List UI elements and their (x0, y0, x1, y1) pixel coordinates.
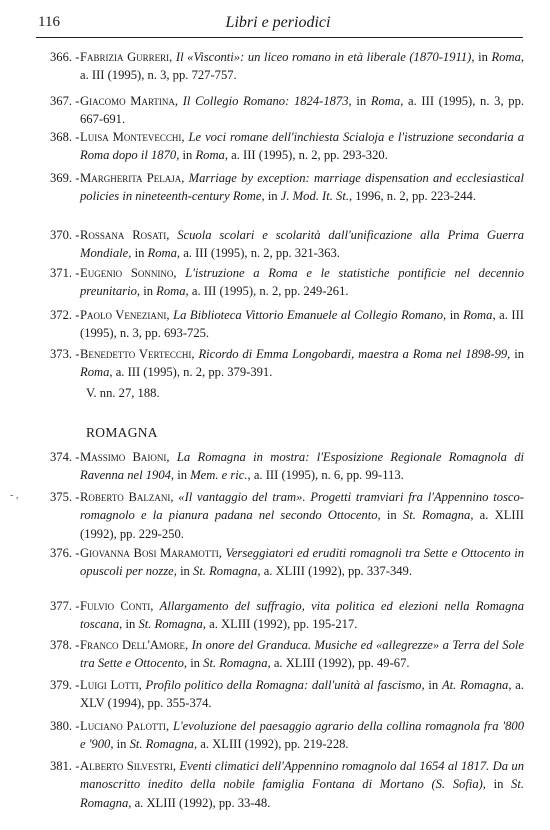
entry-journal: St. Romagna, (138, 617, 206, 632)
entry-author: Margherita Pelaja, (80, 171, 185, 185)
entry-in: in (493, 777, 504, 792)
entry-in: in (449, 308, 460, 322)
entry-text (80, 636, 524, 673)
entry-text (80, 717, 524, 754)
entry-journal: Roma, (80, 365, 113, 380)
entry-title: L'istruzione a Roma e le statistiche pontificie nel decennio preunitario, (80, 266, 524, 299)
entry-title: In onore del Granduca. Musiche ed «allegrezze» a Terra del Sole tra Sette e Ottocento, (80, 638, 524, 671)
bibliography-entry (50, 676, 524, 713)
entry-title: «Il vantaggio del tram». Progetti tramviari fra l'Appennino tosco-romagnolo e la pianura padana nel secondo Ottocento, (80, 490, 524, 523)
bibliography-entry (50, 597, 524, 634)
entry-title: Il Collegio Romano: 1824-1873, (182, 94, 352, 108)
entry-author: Giacomo Martina, (80, 94, 179, 108)
entry-number: 380. - (50, 719, 80, 733)
bibliography-entry (50, 488, 524, 543)
entry-journal: Roma, (156, 284, 189, 299)
entry-citation: a. III (1995), n. 2, pp. 249-261. (191, 284, 349, 299)
entry-author: Luisa Montevecchi, (80, 130, 185, 144)
entry-number: 367. - (50, 94, 80, 108)
entry-text (80, 448, 524, 485)
entry-title: Il «Visconti»: un liceo romano in età liberale (1870-1911), (175, 50, 475, 64)
entry-title: Marriage by exception: marriage dispensation and ecclesiastical policies in nineteenth-century Rome, (80, 171, 524, 204)
entry-in: in (514, 347, 524, 361)
entry-journal: St. Romagna, (80, 777, 524, 810)
entry-number: 369. - (50, 171, 80, 185)
cross-reference: V. nn. 27, 188. (86, 386, 160, 400)
entry-author: Luciano Palotti, (80, 719, 170, 733)
entry-text (80, 488, 524, 543)
entry-number: 373. - (50, 347, 80, 361)
entry-title: Profilo politico della Romagna: dall'unità al fascismo, (145, 678, 425, 692)
entry-citation: a. XLIII (1992), pp. 219-228. (200, 737, 349, 752)
bibliography-entry (50, 544, 524, 581)
entry-author: Giovanna Bosi Maramotti, (80, 546, 222, 560)
entry-number: 378. - (50, 638, 80, 652)
running-title: Libri e periodici (225, 14, 331, 31)
entry-in: in (125, 617, 136, 632)
entry-title: Scuola scolari e scolarità dall'unificazione alla Prima Guerra Mondiale, (80, 228, 525, 261)
entry-journal: Roma, (491, 50, 525, 64)
entry-title: Eventi climatici dell'Appennino romagnolo dal 1654 al 1817. Da un manoscritto inedito della nobile famiglia Fontana di Mortano (S. Sofia), (80, 759, 524, 792)
entry-in: in (180, 564, 190, 579)
entry-number: 370. - (50, 228, 80, 242)
entry-title: Verseggiatori ed eruditi romagnoli tra Sette e Ottocento in opuscoli per nozze, (80, 546, 524, 579)
entry-number: 374. - (50, 450, 80, 464)
entry-citation: a. III (1995), n. 2, pp. 379-391. (115, 365, 273, 380)
entry-journal: J. Mod. It. St., (280, 189, 353, 204)
bibliography-entry (50, 48, 524, 85)
section-title: ROMAGNA (86, 425, 158, 440)
entry-number: 379. - (50, 678, 80, 692)
entry-title: La Biblioteca Vittorio Emanuele al Collegio Romano, (173, 308, 447, 322)
entry-citation: a. XLIII (1992), pp. 195-217. (209, 617, 358, 632)
entry-number: 376. - (50, 546, 80, 560)
entry-citation: a. XLV (1994), pp. 355-374. (80, 678, 524, 711)
entry-journal: At. Romagna, (441, 678, 512, 692)
entry-title: Le voci romane dell'inchiesta Scialoja e l'istruzione secondaria a Roma dopo il 1870, (80, 130, 524, 163)
entry-text (80, 48, 524, 85)
bibliography-entry (50, 128, 524, 165)
bibliography-entry (50, 757, 524, 812)
entry-author: Fabrizia Gurreri, (80, 50, 173, 64)
entry-author: Rossana Rosati, (80, 228, 170, 242)
entry-in: in (478, 50, 488, 64)
header-rule (36, 37, 523, 38)
entry-citation: a. III (1995), n. 6, pp. 99-113. (253, 468, 404, 483)
entry-author: Fulvio Conti, (80, 599, 154, 613)
entry-text (80, 676, 524, 713)
bibliography-entry (50, 306, 524, 343)
entry-text (80, 226, 524, 263)
entry-number: 372. - (50, 308, 80, 322)
entry-in: in (177, 468, 188, 483)
bibliography-entry (50, 345, 524, 382)
entry-in: in (134, 246, 145, 261)
entry-journal: St. Romagna, (402, 508, 474, 523)
bibliography-entry (50, 169, 524, 206)
entry-text (80, 597, 524, 634)
entry-journal: St. Romagna, (203, 656, 271, 671)
entry-citation: a. XLIII (1992), pp. 337-349. (263, 564, 412, 579)
bibliography-entry (50, 636, 524, 673)
entry-author: Alberto Silvestri, (80, 759, 177, 773)
entry-citation: a. XLIII (1992), pp. 229-250. (80, 508, 524, 541)
entry-text (80, 92, 524, 129)
entry-text (80, 345, 524, 382)
entry-number: 371. - (50, 266, 80, 280)
entry-citation: a. III (1995), n. 3, pp. 727-757. (80, 68, 237, 83)
entry-title: L'evoluzione del paesaggio agrario della collina romagnola fra '800 e '900, (80, 719, 524, 752)
entry-citation: 1996, n. 2, pp. 223-244. (355, 189, 476, 204)
page-header (38, 14, 518, 36)
bibliography-entry (50, 92, 524, 129)
entry-title: La Romagna in mostra: l'Esposizione Regionale Romagnola di Ravenna nel 1904, (80, 450, 524, 483)
entry-journal: Roma, (463, 308, 496, 322)
entry-journal: Mem. e ric., (190, 468, 251, 483)
entry-in: in (143, 284, 154, 299)
entry-in: in (386, 508, 397, 523)
entry-author: Franco Dell'Amore, (80, 638, 189, 652)
entry-journal: St. Romagna, (129, 737, 198, 752)
entry-author: Eugenio Sonnino, (80, 266, 177, 280)
entry-text (80, 128, 524, 165)
entry-author: Luigi Lotti, (80, 678, 142, 692)
entry-in: in (267, 189, 278, 204)
entry-number: 377. - (50, 599, 80, 613)
entry-journal: Roma, (195, 148, 228, 163)
entry-title: Ricordo di Emma Longobardi, maestra a Roma nel 1898-99, (198, 347, 511, 361)
entry-citation: a. III (1995), n. 3, pp. 667-691. (80, 94, 525, 127)
page-number: 116 (38, 14, 60, 30)
entry-journal: Roma, (370, 94, 404, 108)
bibliography-entry (50, 448, 524, 485)
entry-number: 366. - (50, 50, 80, 64)
entry-author: Roberto Balzani, (80, 490, 174, 504)
margin-mark: - , (10, 490, 19, 501)
entry-author: Massimo Baioni, (80, 450, 170, 464)
entry-in: in (182, 148, 193, 163)
entry-journal: St. Romagna, (193, 564, 261, 579)
entry-text (80, 264, 524, 301)
entry-citation: a. III (1995), n. 2, pp. 321-363. (183, 246, 340, 261)
entry-author: Benedetto Vertecchi, (80, 347, 195, 361)
entry-title: Allargamento del suffragio, vita politica ed elezioni nella Romagna toscana, (80, 599, 524, 632)
entry-citation: a. III (1995), n. 3, pp. 693-725. (80, 308, 524, 341)
entry-text (80, 306, 524, 343)
entry-text (80, 757, 524, 812)
bibliography-entry (50, 226, 524, 263)
entry-in: in (116, 737, 127, 752)
entry-text (80, 544, 524, 581)
entry-citation: a. III (1995), n. 2, pp. 293-320. (231, 148, 388, 163)
bibliography-entry (50, 264, 524, 301)
entry-journal: Roma, (147, 246, 181, 261)
entry-in: in (356, 94, 367, 108)
entry-author: Paolo Veneziani, (80, 308, 170, 322)
entry-number: 368. - (50, 130, 80, 144)
entry-citation: a. XLIII (1992), pp. 49-67. (273, 656, 410, 671)
entry-text (80, 169, 524, 206)
entry-number: 381. - (50, 759, 80, 773)
entry-in: in (428, 678, 439, 692)
entry-in: in (190, 656, 200, 671)
bibliography-entry (50, 717, 524, 754)
entry-citation: a. XLIII (1992), pp. 33-48. (134, 795, 271, 810)
entry-number: 375. - (50, 490, 80, 504)
